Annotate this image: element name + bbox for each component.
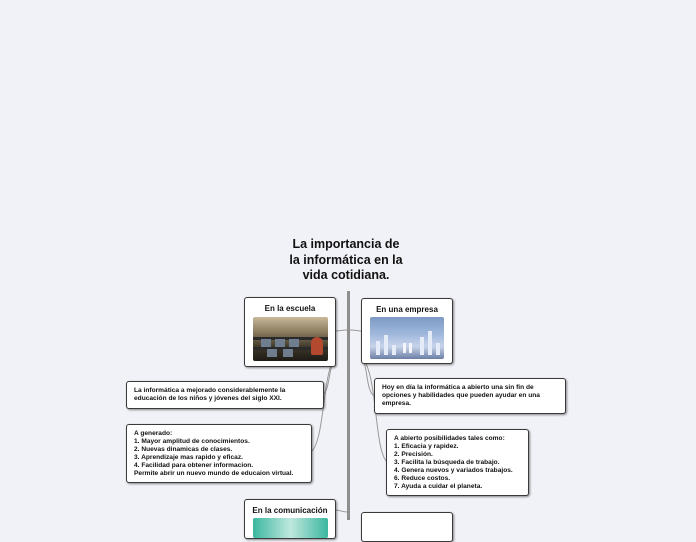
map-title[interactable]: La importancia de la informática en la vida cotidiana. bbox=[289, 237, 403, 282]
node-partial-bottom-right[interactable] bbox=[361, 512, 453, 542]
classroom-image bbox=[253, 317, 328, 361]
node-label: En la comunicación bbox=[252, 506, 328, 515]
node-en-la-escuela[interactable] bbox=[244, 297, 336, 367]
central-trunk bbox=[347, 291, 350, 520]
note-empresa-opciones[interactable]: Hoy en día la informática a abierto una sin fin de opciones y habilidades que pueden ayudar en una empresa. bbox=[374, 378, 566, 414]
communication-image bbox=[253, 518, 328, 538]
node-label: En una empresa bbox=[376, 305, 438, 314]
note-empresa-posibilidades[interactable]: A abierto posibilidades tales como: 1. Eficacia y rapidez. 2. Precisión. 3. Facilita la búsqueda de trabajo. 4. Genera nuevos y variados trabajos. 6. Reduce costos. 7. Ayuda a cuidar el planeta. bbox=[386, 429, 529, 496]
note-escuela-beneficios[interactable]: A generado: 1. Mayor amplitud de conocimientos. 2. Nuevas dinamicas de clases. 3. Aprendizaje mas rapido y eficaz. 4. Facilidad para obtener informacion. Permite abrir un nuevo mundo de educaion virtual. bbox=[126, 424, 312, 483]
node-en-una-empresa[interactable] bbox=[361, 298, 453, 364]
note-escuela-educacion[interactable]: La informática a mejorado considerablemente la educación de los niños y jóvenes del siglo XXI. bbox=[126, 381, 324, 409]
node-label: En la escuela bbox=[264, 304, 316, 313]
node-en-la-comunicacion[interactable] bbox=[244, 499, 336, 539]
business-image bbox=[370, 317, 444, 359]
